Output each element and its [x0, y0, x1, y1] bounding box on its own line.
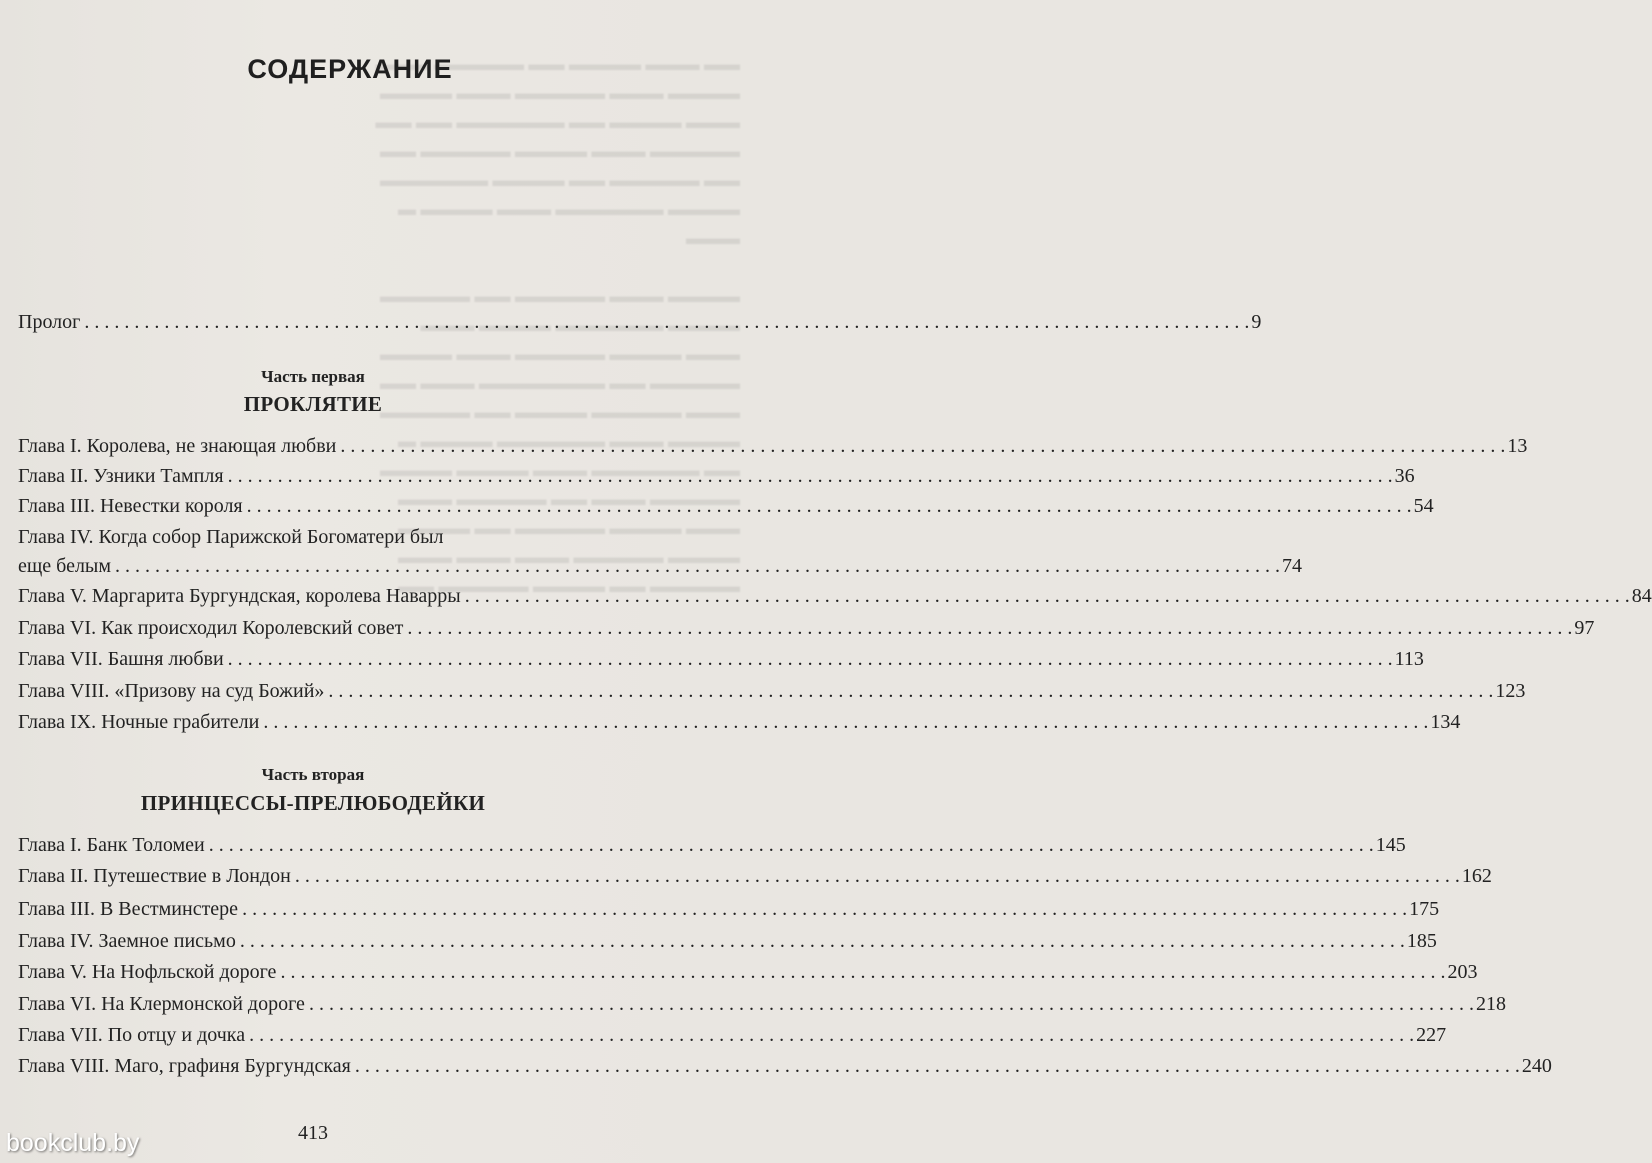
toc-entry-label: Глава IX. Ночные грабители: [18, 711, 260, 733]
part-2-title: ПРИНЦЕССЫ-ПРЕЛЮБОДЕЙКИ: [140, 791, 486, 815]
toc-title: СОДЕРЖАНИЕ: [247, 54, 453, 84]
toc-entry-label: Глава IV. Заемное письмо: [18, 930, 236, 952]
leader-dots: [228, 462, 1393, 490]
leader-dots: [209, 831, 1374, 859]
toc-entry-label-line1[interactable]: Глава IV. Когда собор Парижской Богоматери был: [18, 526, 444, 548]
toc-entry-label: Глава I. Банк Толомеи: [18, 834, 205, 856]
leader-dots: [340, 432, 1505, 460]
toc-entry-page: 84: [1631, 585, 1652, 607]
toc-entry[interactable]: [18, 582, 1652, 610]
toc-entry-page: 240: [1521, 1055, 1552, 1077]
watermark: bookclub.by: [6, 1128, 140, 1157]
toc-entry-label: Глава III. Невестки короля: [18, 495, 243, 517]
toc-entry-prologue[interactable]: [18, 308, 1262, 336]
leader-dots: [328, 677, 1493, 705]
toc-entry-label: Глава VII. Башня любви: [18, 648, 224, 670]
toc-entry-page: 227: [1416, 1024, 1447, 1046]
bleed-through-texture: ▬▬ ▬▬▬ ▬▬▬▬ ▬▬ ▬▬▬▬▬ ▬▬▬ ▬▬▬▬ ▬▬▬ ▬▬▬▬▬ ▬▬▬ ▬▬▬▬ ▬▬▬ ▬▬▬▬ ▬▬ ▬▬▬▬▬▬ ▬▬ ▬▬ ▬▬▬▬▬ ▬▬▬ ▬▬▬▬ ▬▬▬▬▬ ▬▬ ▬▬ ▬▬▬▬▬ ▬▬ ▬▬▬▬ ▬▬▬▬▬▬ ▬▬▬▬ ▬▬▬▬▬▬ ▬▬▬ ▬▬▬▬ ▬ ▬▬▬ ▬▬▬▬ ▬▬▬ ▬▬▬▬▬ ▬▬ ▬▬▬▬▬ ▬▬▬▬ ▬▬▬▬▬▬ ▬▬▬▬ ▬▬▬ ▬▬▬ ▬▬▬▬ ▬▬▬▬▬ ▬▬▬ ▬▬▬▬ ▬▬▬▬▬ ▬▬ ▬▬▬▬▬▬▬ ▬▬▬ ▬▬ ▬▬▬ ▬▬▬▬▬ ▬▬▬▬ ▬▬ ▬▬▬▬▬ ▬▬▬▬ ▬▬▬ ▬▬▬▬▬▬ ▬▬▬▬ ▬ ▬▬ ▬▬▬▬▬▬ ▬▬▬ ▬▬▬▬ ▬▬▬▬ ▬▬▬▬▬ ▬▬▬ ▬▬ ▬▬▬▬▬ ▬▬▬ ▬▬▬ ▬▬▬▬ ▬▬▬▬▬ ▬▬ ▬▬▬▬ ▬▬▬▬ ▬▬▬▬▬ ▬▬▬ ▬▬▬ ▬▬▬ ▬▬▬▬▬ ▬▬ ▬▬▬▬ ▬▬▬▬▬ ▬▬: [375, 54, 740, 596]
toc-entry-page: 203: [1447, 961, 1478, 983]
toc-entry-page: 185: [1406, 930, 1437, 952]
toc-entry-page: 218: [1475, 993, 1506, 1015]
toc-entry[interactable]: [18, 990, 1506, 1018]
toc-entry-label: Глава VII. По отцу и дочка: [18, 1024, 246, 1046]
leader-dots: [407, 614, 1572, 642]
toc-entry-page: 54: [1413, 495, 1434, 517]
toc-entry-label: Глава II. Путешествие в Лондон: [18, 865, 291, 887]
toc-entry-label: Глава VI. На Клермонской дороге: [18, 993, 305, 1015]
toc-entry-label: Глава V. На Нофльской дороге: [18, 961, 277, 983]
leader-dots: [84, 308, 1249, 336]
toc-entry-label: Глава II. Узники Тампля: [18, 465, 224, 487]
part-2-label: Часть вторая: [261, 765, 365, 784]
leader-dots: [247, 492, 1412, 520]
toc-entry[interactable]: [18, 645, 1424, 673]
toc-entry[interactable]: [18, 895, 1440, 923]
toc-entry[interactable]: [18, 1052, 1552, 1080]
toc-entry-label: еще белым: [18, 555, 112, 577]
page-number: 413: [298, 1122, 328, 1144]
toc-entry-page: 97: [1574, 617, 1595, 639]
toc-entry[interactable]: [18, 927, 1437, 955]
part-1-title: ПРОКЛЯТИЕ: [243, 392, 383, 416]
leader-dots: [355, 1052, 1520, 1080]
toc-entry-label: Глава VIII. «Призову на суд Божий»: [18, 680, 325, 702]
leader-dots: [115, 552, 1280, 580]
toc-entry-label: Глава I. Королева, не знающая любви: [18, 435, 337, 457]
toc-entry[interactable]: [18, 462, 1415, 490]
toc-entry[interactable]: [18, 492, 1434, 520]
leader-dots: [465, 582, 1630, 610]
toc-entry-page: 113: [1394, 648, 1424, 670]
toc-entry-label: Глава III. В Вестминстере: [18, 898, 239, 920]
toc-entry[interactable]: [18, 862, 1492, 890]
leader-dots: [295, 862, 1460, 890]
toc-entry-page: 36: [1394, 465, 1415, 487]
toc-entry-page: 13: [1507, 435, 1528, 457]
leader-dots: [249, 1021, 1414, 1049]
toc-entry[interactable]: [18, 677, 1526, 705]
toc-entry[interactable]: [18, 614, 1595, 642]
toc-entry[interactable]: [18, 708, 1461, 736]
leader-dots: [263, 708, 1428, 736]
toc-entry-page: 162: [1461, 865, 1492, 887]
toc-entry-label: Глава VIII. Маго, графиня Бургундская: [18, 1055, 351, 1077]
leader-dots: [280, 958, 1445, 986]
leader-dots: [309, 990, 1474, 1018]
toc-entry-page: 123: [1495, 680, 1526, 702]
leader-dots: [228, 645, 1393, 673]
toc-entry-label: Пролог: [18, 311, 81, 333]
toc-entry-label: Глава V. Маргарита Бургундская, королева Наварры: [18, 585, 461, 607]
toc-entry-page: 175: [1409, 898, 1440, 920]
toc-entry-page: 134: [1430, 711, 1461, 733]
part-1-label: Часть первая: [261, 367, 365, 386]
leader-dots: [242, 895, 1407, 923]
toc-entry[interactable]: [18, 958, 1478, 986]
toc-entry[interactable]: [18, 831, 1406, 859]
toc-entry-page: 145: [1375, 834, 1406, 856]
toc-entry-label: Глава VI. Как происходил Королевский совет: [18, 617, 404, 639]
toc-entry[interactable]: [18, 432, 1528, 460]
toc-entry-page: 9: [1251, 311, 1262, 333]
leader-dots: [240, 927, 1405, 955]
toc-entry-page: 74: [1282, 555, 1303, 577]
toc-entry[interactable]: [18, 1021, 1447, 1049]
toc-entry[interactable]: [18, 552, 1303, 580]
